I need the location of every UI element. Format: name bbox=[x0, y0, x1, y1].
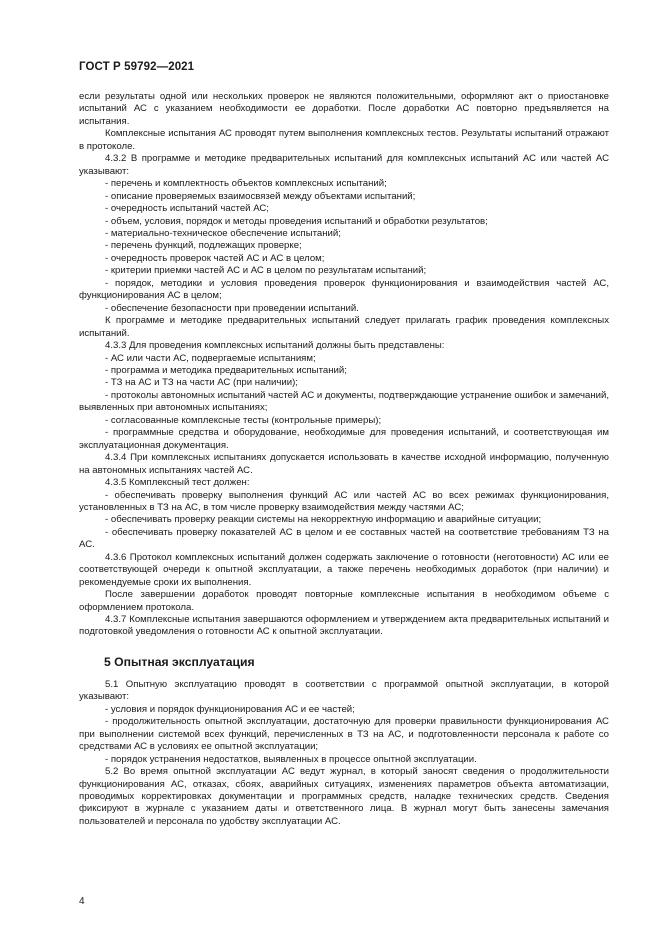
paragraph: 4.3.2 В программе и методике предварительных испытаний для комплексных испытаний АС или частей АС указывают: bbox=[79, 153, 609, 177]
paragraph: - АС или части АС, подвергаемые испытаниям; bbox=[105, 352, 316, 364]
page-number: 4 bbox=[79, 896, 85, 907]
paragraph: После завершении доработок проводят повторные комплексные испытания в необходимом объеме с оформлением протокола. bbox=[79, 589, 609, 613]
paragraph: - программа и методика предварительных испытаний; bbox=[105, 364, 347, 376]
paragraph: 4.3.7 Комплексные испытания завершаются оформлением и утверждением акта предварительных испытаний и подготовкой уведомления о готовности АС к опытной эксплуатации. bbox=[79, 614, 609, 638]
paragraph: если результаты одной или нескольких проверок не являются положительными, оформляют акт о приостановке испытаний АС с указанием необходимости ее доработки. После доработки АС повторно предъявляется на испытания. bbox=[79, 91, 609, 127]
paragraph: - перечень функций, подлежащих проверке; bbox=[105, 240, 302, 252]
paragraph: - согласованные комплексные тесты (контрольные примеры); bbox=[105, 414, 382, 426]
paragraph: - очередность испытаний частей АС; bbox=[105, 203, 269, 215]
paragraph: 4.3.3 Для проведения комплексных испытаний должны быть представлены: bbox=[105, 340, 445, 352]
paragraph: 5.2 Во время опытной эксплуатации АС ведут журнал, в который заносят сведения о продолжительности функционирования АС, отказах, сбоях, аварийных ситуациях, изменениях параметров объекта автоматизации, проводимых корректировках документации и программных средств, наладке технических средств. Сведения фиксируют в журнале с указанием даты и ответственного лица. В журнал могут быть занесены замечания пользователей и персонала по удобству эксплуатации АС. bbox=[79, 766, 609, 827]
paragraph: - описание проверяемых взаимосвязей между объектами испытаний; bbox=[105, 190, 416, 202]
document-header: ГОСТ Р 59792—2021 bbox=[79, 61, 195, 73]
paragraph: - материально-техническое обеспечение испытаний; bbox=[105, 227, 341, 239]
section-title: 5 Опытная эксплуатация bbox=[104, 654, 255, 669]
paragraph: - ТЗ на АС и ТЗ на части АС (при наличии); bbox=[105, 377, 298, 389]
paragraph: 4.3.6 Протокол комплексных испытаний должен содержать заключение о готовности (неготовности) АС или ее соответствующей очереди к опытной эксплуатации, а также перечень необходимых доработок (при наличии) и рекомендуемые сроки их выполнения. bbox=[79, 551, 609, 588]
paragraph: 5.1 Опытную эксплуатацию проводят в соответствии с программой опытной эксплуатации, в которой указывают: bbox=[79, 678, 609, 703]
paragraph: К программе и методике предварительных испытаний следует прилагать график проведения комплексных испытаний. bbox=[79, 315, 609, 339]
paragraph: - программные средства и оборудование, необходимые для проведения испытаний, и соответствующая им эксплуатационная документация. bbox=[79, 427, 609, 451]
paragraph: - порядок устранения недостатков, выявленных в процессе опытной эксплуатации. bbox=[105, 753, 477, 765]
paragraph: - обеспечивать проверку показателей АС в целом и ее составных частей на соответствие требованиям ТЗ на АС. bbox=[79, 526, 609, 551]
document-body bbox=[79, 91, 609, 828]
section-5 bbox=[79, 679, 609, 828]
paragraph: 4.3.5 Комплексный тест должен: bbox=[105, 477, 250, 489]
paragraph: - порядок, методики и условия проведения проверок функционирования и взаимодействия частей АС, функционирования АС в целом; bbox=[79, 277, 609, 302]
paragraph: - продолжительность опытной эксплуатации, достаточную для проверки правильности функционирования АС при выполнении системой всех функций, перечисленных в ТЗ на АС, и подготовленности персонала к работе со средствами АС в условиях ее опытной эксплуатации; bbox=[79, 716, 609, 753]
paragraph: - перечень и комплектность объектов комплексных испытаний; bbox=[105, 178, 387, 190]
paragraph: - обеспечивать проверку выполнения функций АС или частей АС во всех режимах функционирования, установленных в ТЗ на АС, в том числе проверку взаимодействия между частями АС; bbox=[79, 489, 609, 513]
paragraph: - критерии приемки частей АС и АС в целом по результатам испытаний; bbox=[105, 265, 427, 277]
paragraph: - условия и порядок функционирования АС и ее частей; bbox=[105, 703, 355, 715]
paragraph: 4.3.4 При комплексных испытаниях допускается использовать в качестве исходной информацию, полученную на автономных испытаниях частей АС. bbox=[79, 452, 609, 476]
paragraph: Комплексные испытания АС проводят путем выполнения комплексных тестов. Результаты испытаний отражают в протоколе. bbox=[79, 128, 609, 152]
paragraph: - объем, условия, порядок и методы проведения испытаний и обработки результатов; bbox=[105, 215, 488, 227]
paragraph: - протоколы автономных испытаний частей АС и документы, подтверждающие устранение ошибок и замечаний, выявленных при автономных испытаниях; bbox=[79, 389, 609, 414]
paragraph: - обеспечение безопасности при проведении испытаний. bbox=[105, 302, 359, 314]
paragraph: - обеспечивать проверку реакции системы на некорректную информацию и аварийные ситуации; bbox=[105, 514, 542, 526]
section-4-3-continued bbox=[79, 91, 609, 639]
paragraph: - очередность проверок частей АС и АС в целом; bbox=[105, 252, 325, 264]
